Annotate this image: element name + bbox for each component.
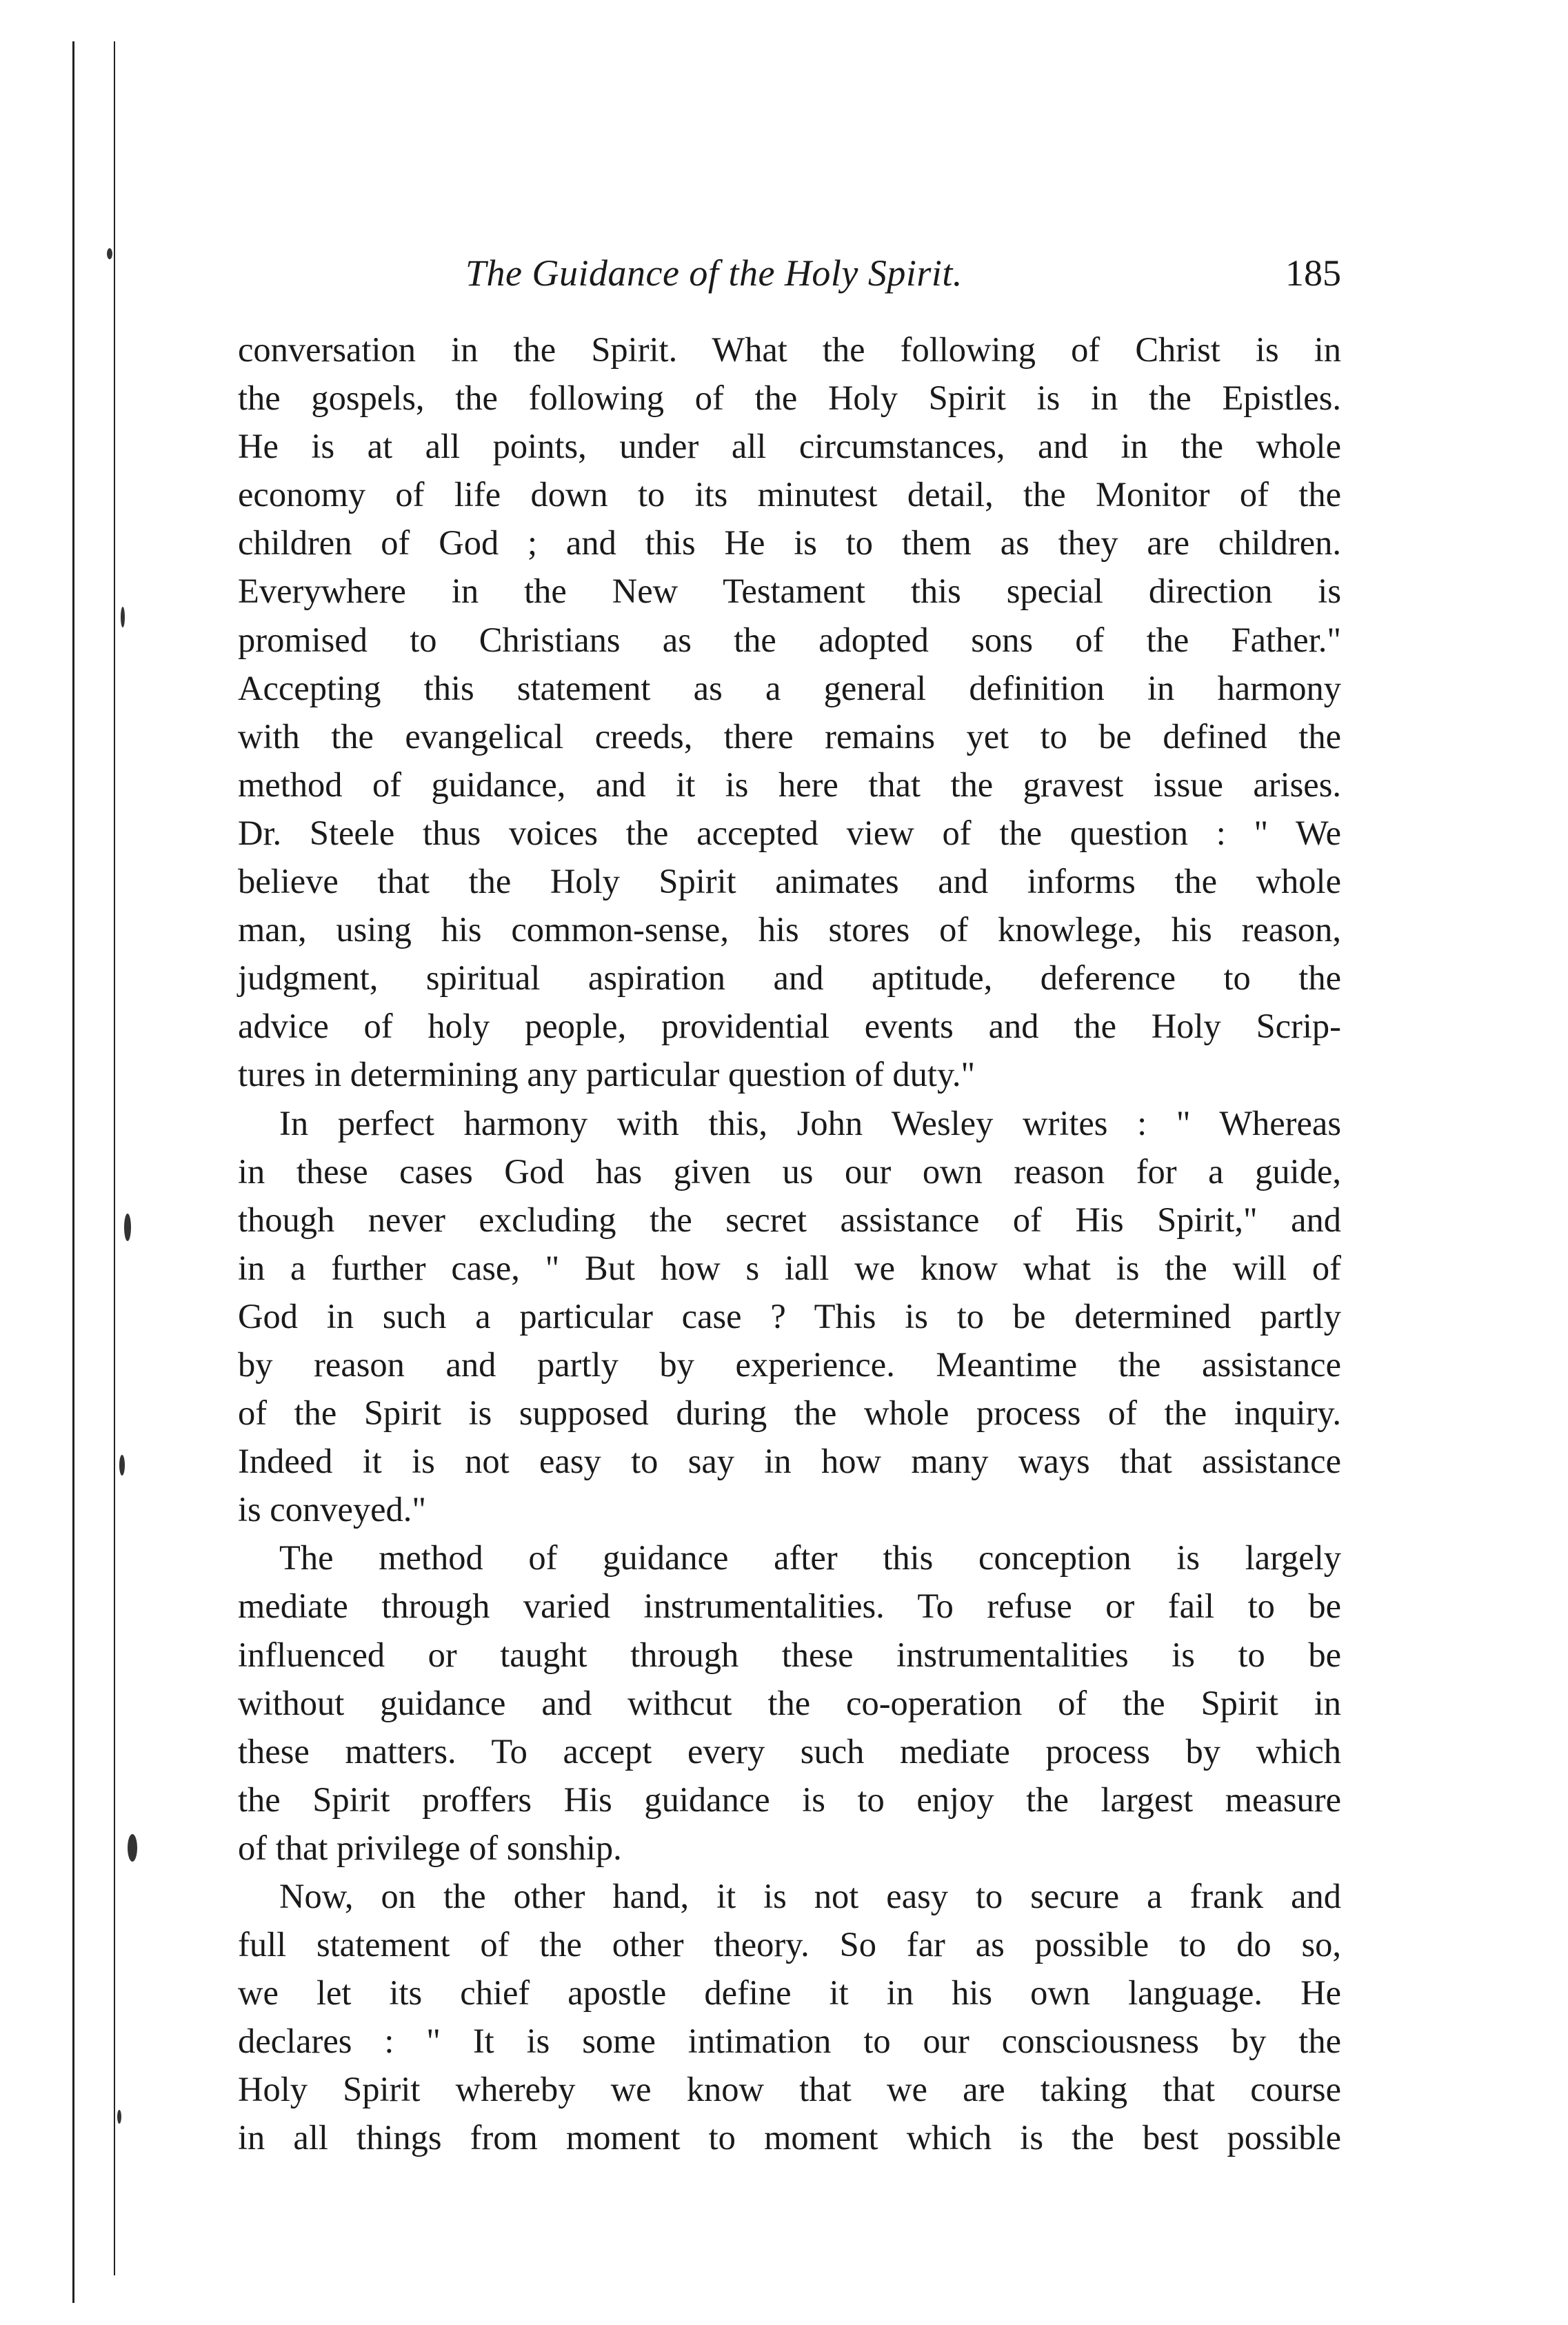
scan-speck — [119, 1455, 125, 1476]
text-line: tures in determining any particular question of duty." — [238, 1055, 976, 1094]
binding-edge-artifacts — [66, 41, 148, 2317]
scan-speck — [107, 248, 112, 259]
text-line: method of guidance, and it is here that the gravest issue arises. — [238, 765, 1341, 804]
text-line: judgment, spiritual aspiration and aptitude, deference to the — [238, 958, 1341, 998]
running-title: The Guidance of the Holy Spirit. — [465, 252, 963, 294]
text-line: conversation in the Spirit. What the following of Christ is in — [238, 330, 1341, 369]
text-line: He is at all points, under all circumstances, and in the whole — [238, 427, 1341, 466]
text-line: in all things from moment to moment which is the best possible — [238, 2118, 1341, 2157]
scan-speck — [117, 2110, 121, 2124]
text-line: Indeed it is not easy to say in how many ways that assistance — [238, 1442, 1341, 1481]
text-line: declares : " It is some intimation to our consciousness by the — [238, 2022, 1341, 2061]
scan-speck — [124, 1214, 131, 1241]
scan-speck — [121, 607, 125, 627]
paragraph — [238, 1533, 1341, 1872]
text-line: of the Spirit is supposed during the whole process of the inquiry. — [238, 1393, 1341, 1433]
binding-shadow-line — [114, 41, 115, 2275]
text-line: though never excluding the secret assistance of His Spirit," and — [238, 1200, 1341, 1239]
binding-shadow-line — [72, 41, 74, 2303]
text-line: influenced or taught through these instrumentalities is to be — [238, 1635, 1341, 1674]
text-line: The method of guidance after this conception is largely — [279, 1538, 1341, 1578]
text-line: believe that the Holy Spirit animates and informs the whole — [238, 862, 1341, 901]
text-line: children of God ; and this He is to them as they are children. — [238, 523, 1341, 563]
text-line: we let its chief apostle define it in his own language. He — [238, 1973, 1341, 2013]
text-line: In perfect harmony with this, John Wesley writes : " Whereas — [279, 1103, 1341, 1143]
text-line: by reason and partly by experience. Meantime the assistance — [238, 1345, 1341, 1384]
text-line: without guidance and withcut the co-operation of the Spirit in — [238, 1683, 1341, 1722]
paragraph — [238, 325, 1341, 1099]
text-line: man, using his common-sense, his stores of knowlege, his reason, — [238, 910, 1341, 949]
page-number: 185 — [1285, 252, 1341, 294]
body-text — [238, 325, 1341, 2162]
text-line: mediate through varied instrumentalities. To refuse or fail to be — [238, 1587, 1341, 1626]
text-line: the gospels, the following of the Holy Spirit is in the Epistles. — [238, 379, 1341, 418]
paragraph — [238, 1099, 1341, 1534]
text-line: promised to Christians as the adopted sons of the Father." — [238, 620, 1341, 659]
text-line: the Spirit proffers His guidance is to enjoy the largest measure — [238, 1780, 1341, 1819]
text-line: economy of life down to its minutest detail, the Monitor of the — [238, 475, 1341, 514]
running-head — [238, 252, 1341, 307]
text-line: full statement of the other theory. So far as possible to do so, — [238, 1925, 1341, 1964]
text-line: God in such a particular case ? This is to be determined partly — [238, 1296, 1341, 1336]
text-line: in a further case, " But how s iall we know what is the will of — [238, 1248, 1341, 1287]
text-line: Holy Spirit whereby we know that we are taking that course — [238, 2070, 1341, 2109]
text-line: these matters. To accept every such mediate process by which — [238, 1731, 1341, 1771]
text-line: Accepting this statement as a general definition in harmony — [238, 668, 1341, 707]
text-line: with the evangelical creeds, there remains yet to be defined the — [238, 716, 1341, 756]
text-line: of that privilege of sonship. — [238, 1828, 622, 1867]
text-line: in these cases God has given us our own reason for a guide, — [238, 1151, 1341, 1191]
paragraph — [238, 1872, 1341, 2162]
text-line: is conveyed." — [238, 1490, 427, 1529]
scan-speck — [128, 1834, 137, 1862]
text-line: Everywhere in the New Testament this special direction is — [238, 572, 1341, 611]
text-line: advice of holy people, providential events and the Holy Scrip- — [238, 1007, 1341, 1046]
text-line: Now, on the other hand, it is not easy to secure a frank and — [279, 1877, 1341, 1915]
text-line: Dr. Steele thus voices the accepted view of the question : " We — [238, 813, 1341, 852]
